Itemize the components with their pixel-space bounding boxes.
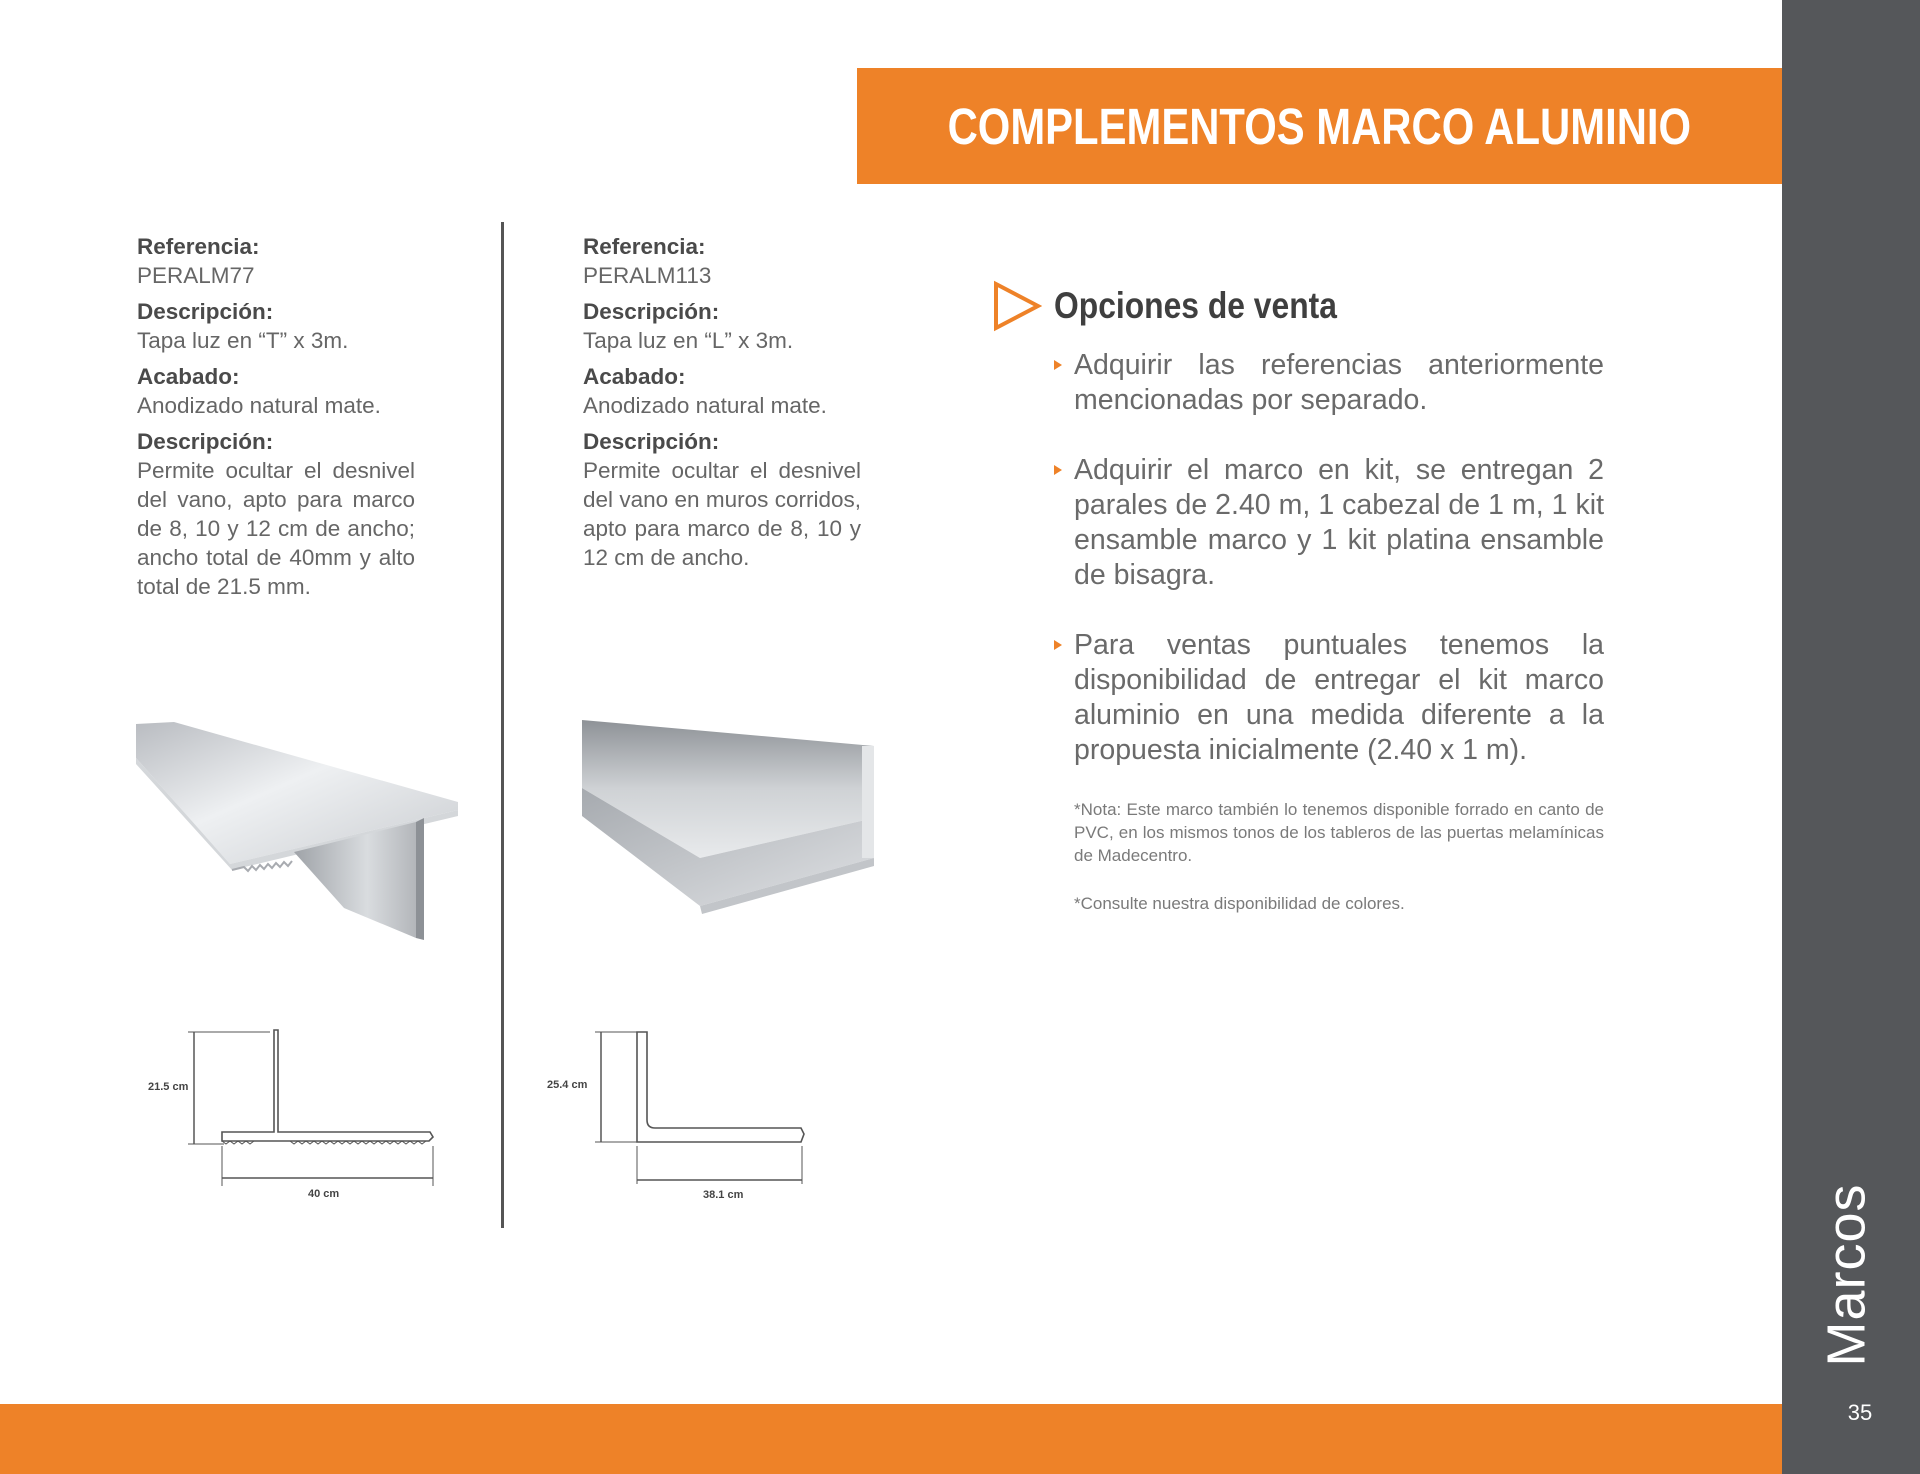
description-label: Descripción: — [583, 299, 720, 324]
l-profile-image — [580, 718, 880, 918]
reference-label: Referencia: — [583, 234, 706, 259]
detail-label: Descripción: — [583, 429, 720, 454]
section-title — [1792, 1183, 1902, 1367]
list-item: Adquirir las referencias anteriormente mencionadas por separado. — [1052, 348, 1604, 418]
header-banner — [857, 68, 1782, 184]
sales-options-list — [1052, 348, 1604, 803]
bullet-icon — [1054, 360, 1062, 370]
color-availability-note: *Consulte nuestra disponibilidad de colores. — [1074, 894, 1405, 913]
list-item: Para ventas puntuales tenemos la disponibilidad de entregar el kit marco aluminio en una medida diferente a la propuesta inicialmente (2.40 x 1 m). — [1052, 628, 1604, 768]
footer-bar — [0, 1404, 1782, 1474]
detail-value: Permite ocultar el desnivel del vano en muros corridos, apto para marco de 8, 10 y 12 cm de ancho. — [583, 458, 861, 570]
column-divider — [501, 222, 504, 1228]
bullet-icon — [1054, 640, 1062, 650]
detail-value: Permite ocultar el desnivel del vano, apto para marco de 8, 10 y 12 cm de ancho; ancho total de 40mm y alto total de 21.5 mm. — [137, 458, 415, 599]
reference-value: PERALM77 — [137, 263, 255, 288]
t-profile-diagram — [140, 1020, 450, 1210]
finish-label: Acabado: — [583, 364, 686, 389]
product-card-peralm113 — [583, 232, 861, 572]
height-dimension-label: 25.4 cm — [547, 1079, 588, 1091]
reference-label: Referencia: — [137, 234, 260, 259]
page-title: COMPLEMENTOS MARCO ALUMINIO — [947, 97, 1692, 155]
description-value: Tapa luz en “L” x 3m. — [583, 328, 794, 353]
height-dimension-label: 21.5 cm — [148, 1081, 189, 1093]
finish-value: Anodizado natural mate. — [137, 393, 381, 418]
list-item: Adquirir el marco en kit, se entregan 2 parales de 2.40 m, 1 cabezal de 1 m, 1 kit ensamble marco y 1 kit platina ensamble de bisagra. — [1052, 453, 1604, 593]
sales-options-heading — [990, 278, 1383, 334]
bullet-icon — [1054, 465, 1062, 475]
width-dimension-label: 40 cm — [308, 1188, 340, 1200]
finish-value: Anodizado natural mate. — [583, 393, 827, 418]
l-profile-diagram — [545, 1020, 825, 1210]
detail-label: Descripción: — [137, 429, 274, 454]
t-profile-image — [134, 718, 464, 943]
pvc-note: *Nota: Este marco también lo tenemos disponible forrado en canto de PVC, en los mismos tonos de los tableros de las puertas melamínicas de Madecentro. — [1074, 800, 1604, 865]
finish-label: Acabado: — [137, 364, 240, 389]
sales-options-title: Opciones de venta — [1054, 285, 1337, 326]
reference-value: PERALM113 — [583, 263, 712, 288]
play-triangle-icon — [990, 280, 1042, 332]
description-label: Descripción: — [137, 299, 274, 324]
page-number: 35 — [1847, 1400, 1873, 1425]
section-title-text: Marcos — [1817, 1183, 1877, 1367]
product-card-peralm77 — [137, 232, 415, 601]
description-value: Tapa luz en “T” x 3m. — [137, 328, 349, 353]
width-dimension-label: 38.1 cm — [703, 1189, 744, 1201]
